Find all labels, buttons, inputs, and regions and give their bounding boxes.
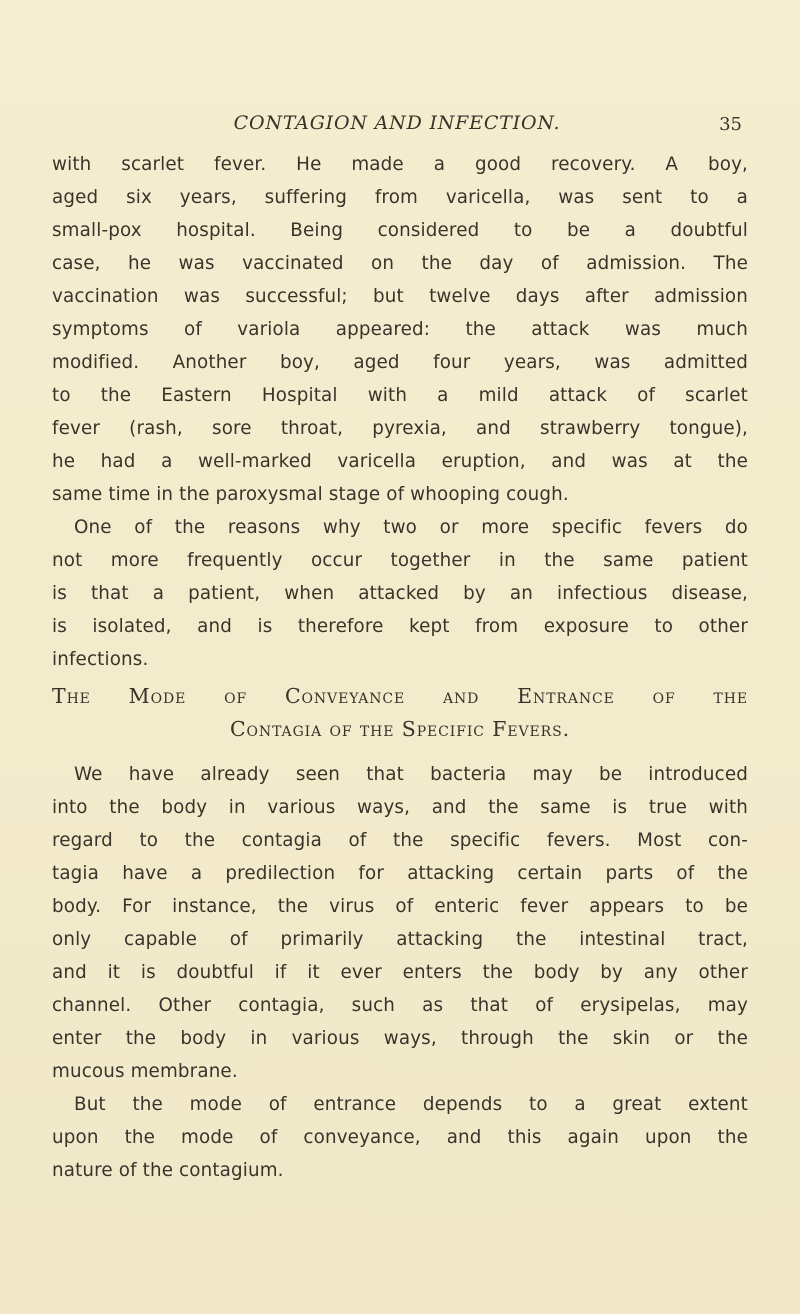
running-title: CONTAGION AND INFECTION. <box>233 112 561 134</box>
page-number: 35 <box>719 114 742 135</box>
text-line: symptoms of variola appeared: the attack was much <box>52 319 748 340</box>
text-line: vaccination was successful; but twelve days after admission <box>52 286 748 307</box>
text-line: case, he was vaccinated on the day of admission. The <box>52 253 748 274</box>
text-line: to the Eastern Hospital with a mild attack of scarlet <box>52 385 748 406</box>
text-line: infections. <box>52 649 149 670</box>
text-line: into the body in various ways, and the same is true with <box>52 797 748 818</box>
text-line: tagia have a predilection for attacking certain parts of the <box>52 863 748 884</box>
text-line: enter the body in various ways, through the skin or the <box>52 1028 748 1049</box>
text-line: not more frequently occur together in the same patient <box>52 550 748 571</box>
text-line: channel. Other contagia, such as that of erysipelas, may <box>52 995 748 1016</box>
text-line: with scarlet fever. He made a good recovery. A boy, <box>52 154 748 175</box>
text-line: We have already seen that bacteria may be introduced <box>74 764 748 785</box>
text-line: fever (rash, sore throat, pyrexia, and strawberry tongue), <box>52 418 748 439</box>
text-line: modified. Another boy, aged four years, was admitted <box>52 352 748 373</box>
heading-line: The Mode of Conveyance and Entrance of the <box>52 684 748 708</box>
text-line: One of the reasons why two or more specific fevers do <box>74 517 748 538</box>
text-line: But the mode of entrance depends to a great extent <box>74 1094 748 1115</box>
paragraph-reasons <box>52 511 748 676</box>
text-line: is isolated, and is therefore kept from exposure to other <box>52 616 748 637</box>
text-line: only capable of primarily attacking the intestinal tract, <box>52 929 748 950</box>
text-line: is that a patient, when attacked by an infectious disease, <box>52 583 748 604</box>
text-line: aged six years, suffering from varicella, was sent to a <box>52 187 748 208</box>
text-line: he had a well-marked varicella eruption, and was at the <box>52 451 748 472</box>
text-line: nature of the contagium. <box>52 1160 284 1181</box>
text-line: same time in the paroxysmal stage of whooping cough. <box>52 484 569 505</box>
text-line: body. For instance, the virus of enteric fever appears to be <box>52 896 748 917</box>
text-line: mucous membrane. <box>52 1061 238 1082</box>
section-heading <box>52 680 748 746</box>
text-line: and it is doubtful if it ever enters the body by any other <box>52 962 748 983</box>
text-line: upon the mode of conveyance, and this again upon the <box>52 1127 748 1148</box>
text-line: regard to the contagia of the specific fevers. Most con- <box>52 830 748 851</box>
paragraph-entrance <box>52 1088 748 1187</box>
text-line: small-pox hospital. Being considered to be a doubtful <box>52 220 748 241</box>
paragraph-bacteria <box>52 758 748 1088</box>
running-head <box>52 112 742 142</box>
heading-line: Contagia of the Specific Fevers. <box>229 717 571 741</box>
paragraph-continued <box>52 148 748 511</box>
